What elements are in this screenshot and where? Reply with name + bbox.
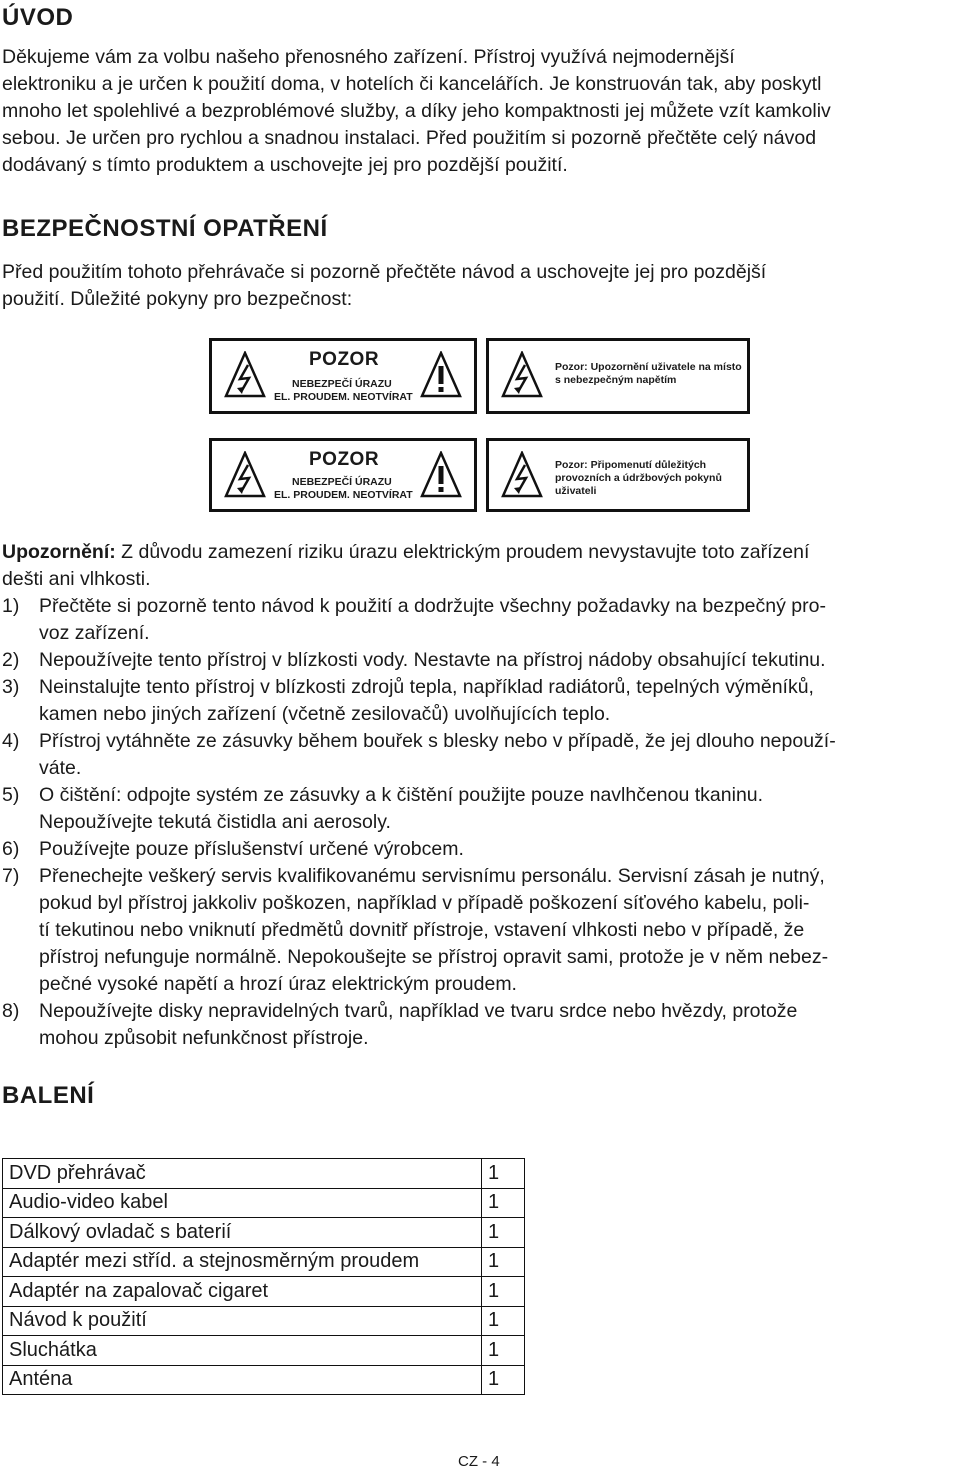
- intro-line: sebou. Je určen pro rychlou a snadnou instalaci. Před použitím si pozorně přečtěte celý návod: [2, 127, 817, 149]
- caution-line: EL. PROUDEM. NEOTVÍRAT: [274, 489, 413, 501]
- caution-note-line: Pozor: Připomenutí důležitých: [555, 459, 707, 471]
- caution-label-left-2: [209, 438, 477, 512]
- item-name: Adaptér na zapalovač cigaret: [3, 1277, 482, 1307]
- caution-label-left-1: [209, 338, 477, 414]
- intro-heading: ÚVOD: [2, 4, 74, 31]
- list-line: váte.: [39, 757, 82, 779]
- electric-shock-icon: [224, 451, 266, 499]
- warning-paragraph: [2, 539, 952, 593]
- list-number: 1): [2, 595, 20, 617]
- item-qty: 1: [482, 1336, 525, 1366]
- caution-note: [555, 361, 742, 387]
- table-row: [3, 1247, 525, 1277]
- electric-shock-icon: [501, 451, 543, 499]
- exclamation-icon: [420, 351, 462, 399]
- caution-line: EL. PROUDEM. NEOTVÍRAT: [274, 391, 413, 403]
- list-number: 5): [2, 784, 20, 806]
- table-row: [3, 1306, 525, 1336]
- list-item: [2, 674, 952, 728]
- safety-intro-line: Před použitím tohoto přehrávače si pozorně přečtěte návod a uschovejte jej pro pozdější: [2, 261, 767, 283]
- list-number: 6): [2, 838, 20, 860]
- list-line: Přístroj vytáhněte ze zásuvky během bouřek s blesky nebo v případě, že jej dlouho nepouží-: [39, 730, 836, 752]
- list-line: pečné vysoké napětí a hrozí úraz elektrickým proudem.: [39, 973, 517, 995]
- safety-instructions-list: [2, 593, 952, 1052]
- list-item: [2, 782, 952, 836]
- list-line: Nepoužívejte tekutá čistidla ani aerosoly.: [39, 811, 391, 833]
- intro-line: elektroniku a je určen k použití doma, v hotelích či kancelářích. Je konstruován tak, aby poskytl: [2, 73, 822, 95]
- list-line: Neinstalujte tento přístroj v blízkosti zdrojů tepla, například radiátorů, tepelných výměníků,: [39, 676, 814, 698]
- warning-label: Upozornění:: [2, 541, 116, 563]
- item-qty: 1: [482, 1277, 525, 1307]
- warning-text: Z důvodu zamezení riziku úrazu elektrickým proudem nevystavujte toto zařízení: [115, 541, 810, 563]
- item-qty: 1: [482, 1188, 525, 1218]
- caution-title: POZOR: [309, 349, 380, 370]
- table-row: [3, 1159, 525, 1189]
- list-item: [2, 863, 952, 998]
- warning-text: dešti ani vlhkosti.: [2, 568, 151, 590]
- caution-note-line: provozních a údržbových pokynů: [555, 472, 722, 484]
- list-number: 3): [2, 676, 20, 698]
- list-line: mohou způsobit nefunkčnost přístroje.: [39, 1027, 369, 1049]
- electric-shock-icon: [501, 351, 543, 399]
- table-row: [3, 1277, 525, 1307]
- caution-label-right-1: [486, 338, 750, 414]
- list-line: Nepoužívejte disky nepravidelných tvarů, například ve tvaru srdce nebo hvězdy, protože: [39, 1000, 798, 1022]
- list-number: 2): [2, 649, 20, 671]
- caution-title: POZOR: [309, 449, 380, 470]
- list-item: [2, 593, 952, 647]
- list-line: O čištění: odpojte systém ze zásuvky a k čištění použijte pouze navlhčenou tkaninu.: [39, 784, 764, 806]
- caution-note-line: uživateli: [555, 485, 597, 497]
- list-number: 8): [2, 1000, 20, 1022]
- list-line: voz zařízení.: [39, 622, 150, 644]
- caution-line: NEBEZPEČÍ ÚRAZU: [292, 378, 392, 390]
- list-line: tí tekutinou nebo vniknutí předmětů dovnitř přístroje, vstavení vlhkosti nebo v případě, že: [39, 919, 805, 941]
- caution-line: NEBEZPEČÍ ÚRAZU: [292, 476, 392, 488]
- exclamation-icon: [420, 451, 462, 499]
- item-name: Sluchátka: [3, 1336, 482, 1366]
- item-qty: 1: [482, 1218, 525, 1248]
- list-line: Nepoužívejte tento přístroj v blízkosti vody. Nestavte na přístroj nádoby obsahující tekutinu.: [39, 649, 826, 671]
- item-qty: 1: [482, 1159, 525, 1189]
- list-item: [2, 836, 952, 863]
- packaging-heading: BALENÍ: [2, 1082, 95, 1109]
- item-name: Audio-video kabel: [3, 1188, 482, 1218]
- list-line: přístroj nefunguje normálně. Nepokoušejte se přístroj opravit sami, protože je v něm nebez-: [39, 946, 829, 968]
- list-line: Používejte pouze příslušenství určené výrobcem.: [39, 838, 464, 860]
- safety-heading: BEZPEČNOSTNÍ OPATŘENÍ: [2, 215, 328, 242]
- table-row: [3, 1218, 525, 1248]
- intro-line: Děkujeme vám za volbu našeho přenosného zařízení. Přístroj využívá nejmodernější: [2, 46, 735, 68]
- packaging-table: [2, 1158, 525, 1395]
- safety-intro: [2, 259, 952, 313]
- caution-note-line: s nebezpečným napětím: [555, 374, 677, 386]
- item-name: Návod k použití: [3, 1306, 482, 1336]
- caution-note-line: Pozor: Upozornění uživatele na místo: [555, 361, 742, 373]
- list-line: pokud byl přístroj jakkoliv poškozen, například v případě poškození síťového kabelu, poli-: [39, 892, 810, 914]
- safety-intro-line: použití. Důležité pokyny pro bezpečnost:: [2, 288, 353, 310]
- item-name: Anténa: [3, 1365, 482, 1395]
- item-name: Adaptér mezi stříd. a stejnosměrným proudem: [3, 1247, 482, 1277]
- list-line: Přečtěte si pozorně tento návod k použití a dodržujte všechny požadavky na bezpečný pro-: [39, 595, 826, 617]
- list-line: Přenechejte veškerý servis kvalifikovanému servisnímu personálu. Servisní zásah je nutný,: [39, 865, 825, 887]
- item-qty: 1: [482, 1247, 525, 1277]
- item-name: Dálkový ovladač s baterií: [3, 1218, 482, 1248]
- table-row: [3, 1365, 525, 1395]
- table-row: [3, 1336, 525, 1366]
- table-row: [3, 1188, 525, 1218]
- list-line: kamen nebo jiných zařízení (včetně zesilovačů) uvolňujících teplo.: [39, 703, 611, 725]
- item-qty: 1: [482, 1365, 525, 1395]
- intro-paragraph: [2, 44, 952, 179]
- list-number: 7): [2, 865, 20, 887]
- page-number: CZ - 4: [458, 1453, 500, 1470]
- list-item: [2, 998, 952, 1052]
- list-item: [2, 728, 952, 782]
- intro-line: dodávaný s tímto produktem a uschovejte jej pro pozdější použití.: [2, 154, 568, 176]
- electric-shock-icon: [224, 351, 266, 399]
- caution-note: [555, 459, 722, 498]
- item-name: DVD přehrávač: [3, 1159, 482, 1189]
- caution-label-right-2: [486, 438, 750, 512]
- list-item: [2, 647, 952, 674]
- list-number: 4): [2, 730, 20, 752]
- intro-line: mnoho let spolehlivé a bezproblémové služby, a díky jeho kompaktnosti jej můžete vzít kamkoliv: [2, 100, 831, 122]
- item-qty: 1: [482, 1306, 525, 1336]
